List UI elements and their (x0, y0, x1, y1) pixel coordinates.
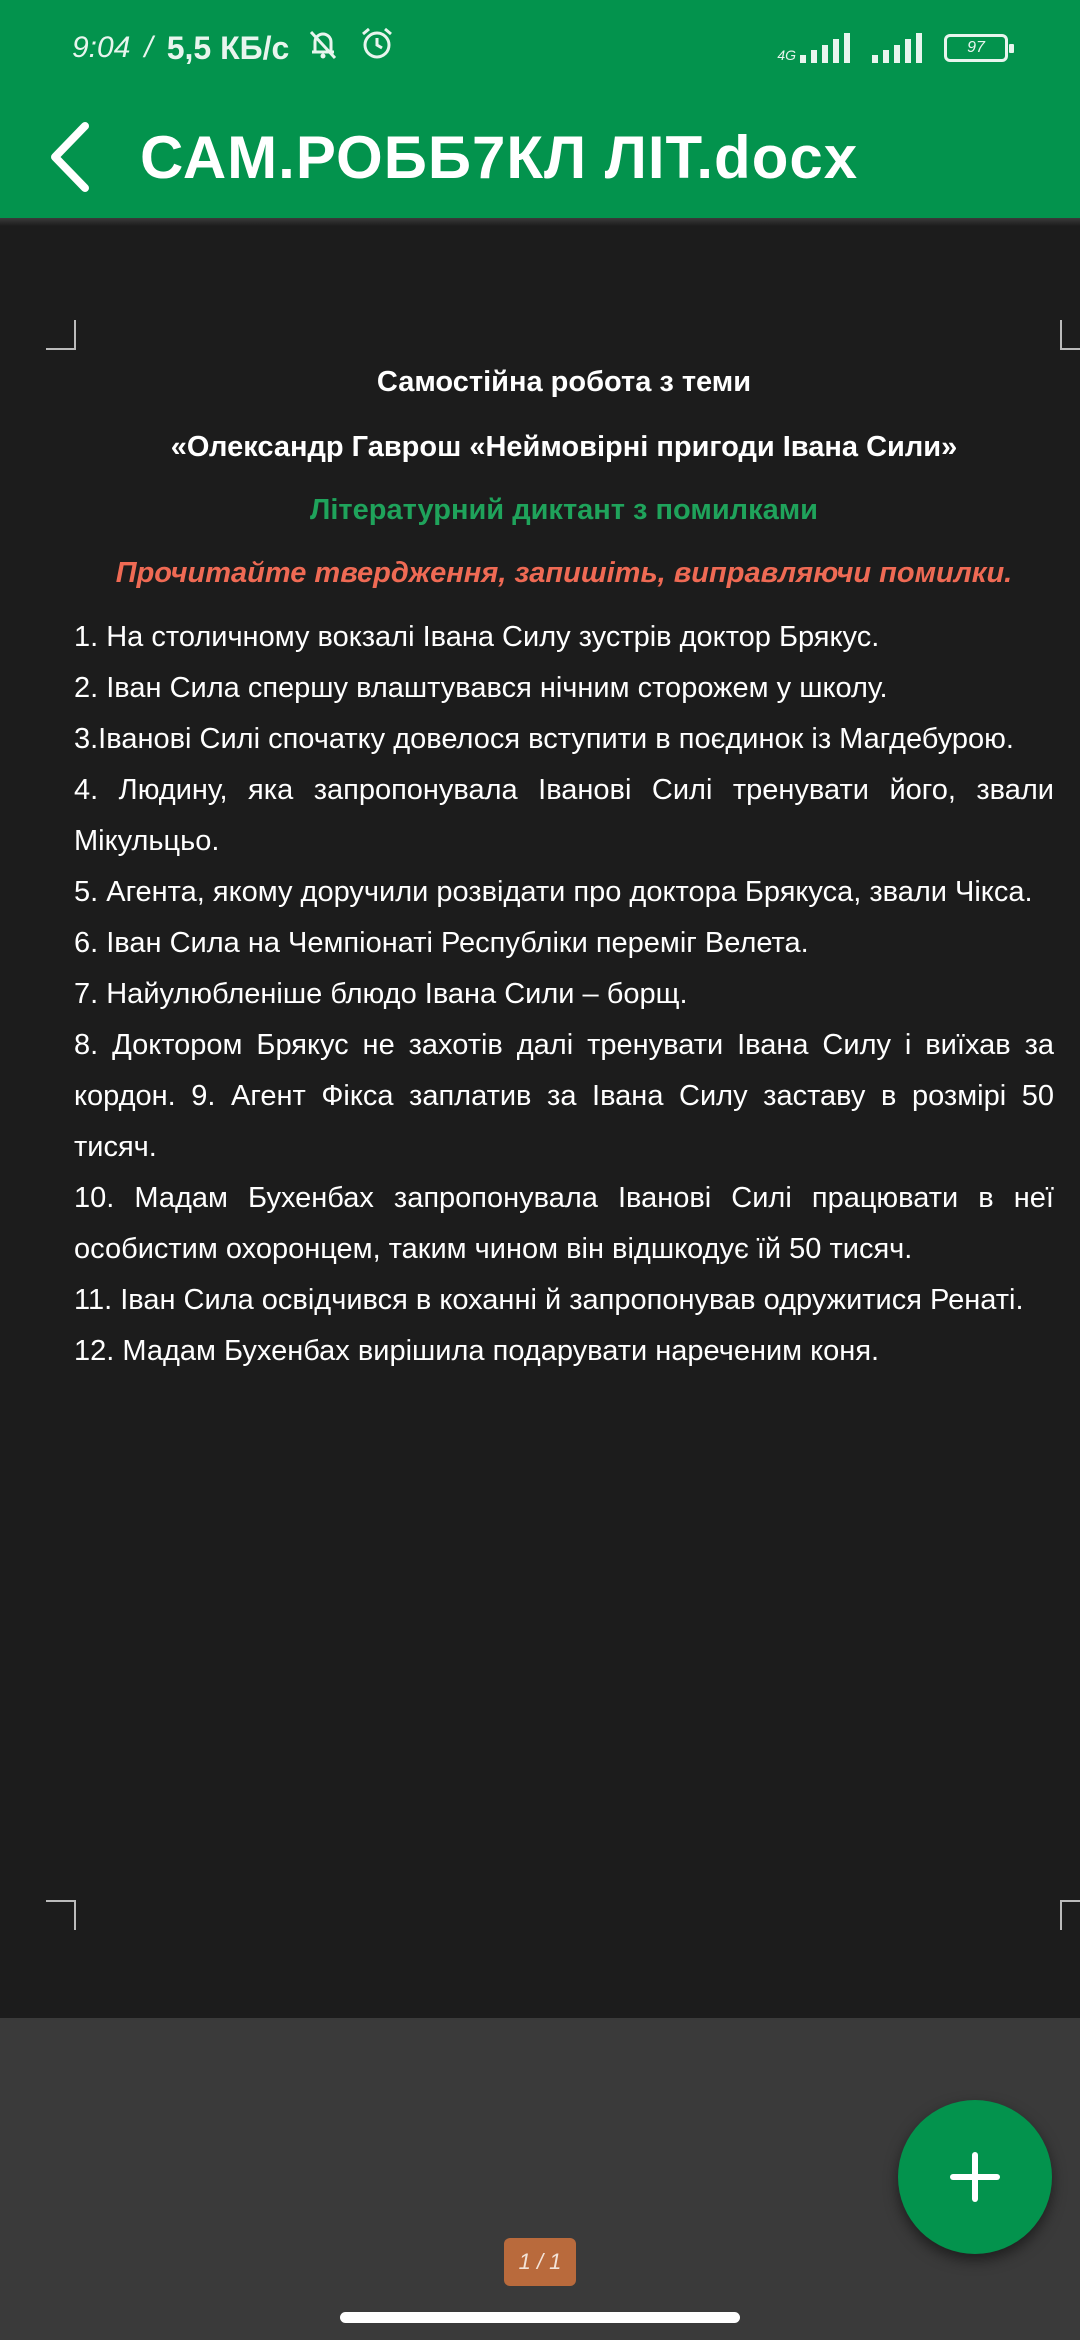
network-speed: 5,5 КБ/с (166, 29, 290, 66)
document-title: САМ.РОББ7КЛ ЛІТ.docx (140, 123, 859, 191)
title-bar (0, 96, 1080, 218)
battery-level: 97 (967, 39, 985, 56)
status-left (72, 24, 397, 72)
page-indicator: 1 / 1 (504, 2238, 576, 2286)
document-page[interactable] (46, 320, 1080, 1930)
bell-muted-icon (303, 24, 343, 72)
back-arrow-icon (45, 120, 95, 194)
crop-mark-top-left (46, 320, 76, 350)
status-right (777, 33, 1008, 63)
back-button[interactable] (0, 96, 140, 218)
list-item: 8. Доктором Брякус не захотів далі тренувати Івана Силу і виїхав за кордон. 9. Агент Фікса заплатив за Івана Силу заставу в розмірі 50 тисяч. (74, 1029, 1054, 1163)
alarm-icon (357, 24, 397, 72)
list-item: 6. Іван Сила на Чемпіонаті Республіки переміг Велета. (74, 927, 809, 959)
add-fab-button[interactable] (898, 2100, 1052, 2254)
list-item: 10. Мадам Бухенбах запропонувала Іванові Силі працювати в неї особистим охоронцем, таким чином він відшкодує їй 50 тисяч. (74, 1182, 1054, 1265)
app-bar-shadow (0, 218, 1080, 226)
network-type: 4G (777, 47, 796, 63)
crop-mark-bottom-right (1060, 1900, 1080, 1930)
list-item: 2. Іван Сила спершу влаштувався нічним сторожем у школу. (74, 672, 888, 704)
document-content (74, 366, 1054, 1377)
plus-icon (947, 2149, 1003, 2205)
list-item: 7. Найулюбленіше блюдо Івана Сили – борщ. (74, 978, 688, 1010)
cellular-signal-2-icon (872, 33, 922, 63)
status-time: 9:04 (72, 31, 131, 64)
app-bar (0, 0, 1080, 218)
list-item: 4. Людину, яка запропонувала Іванові Силі тренувати його, звали Мікульцьо. (74, 774, 1054, 857)
list-item: 12. Мадам Бухенбах вирішила подарувати нареченим коня. (74, 1335, 880, 1367)
doc-subheading: «Олександр Гаврош «Неймовірні пригоди Івана Сили» (170, 431, 958, 463)
crop-mark-top-right (1060, 320, 1080, 350)
doc-instruction: Прочитайте твердження, запишіть, виправляючи помилки. (115, 557, 1013, 589)
doc-heading: Самостійна робота з теми (376, 366, 752, 398)
list-item: 11. Іван Сила освідчився в коханні й запропонував одружитися Ренаті. (74, 1284, 1024, 1316)
cellular-signal-icon (777, 33, 850, 63)
doc-section-title: Літературний диктант з помилками (310, 494, 818, 526)
list-item: 1. На столичному вокзалі Івана Силу зустрів доктор Брякус. (74, 621, 880, 653)
status-separator: / (144, 31, 153, 64)
list-item: 5. Агента, якому доручили розвідати про доктора Брякуса, звали Чікса. (74, 876, 1033, 908)
crop-mark-bottom-left (46, 1900, 76, 1930)
status-bar (0, 0, 1080, 96)
home-indicator-bar[interactable] (340, 2312, 740, 2323)
dictation-list (74, 612, 1054, 1377)
battery-icon (944, 34, 1008, 62)
list-item: 3.Іванові Силі спочатку довелося вступити в поєдинок із Магдебурою. (74, 723, 1014, 755)
